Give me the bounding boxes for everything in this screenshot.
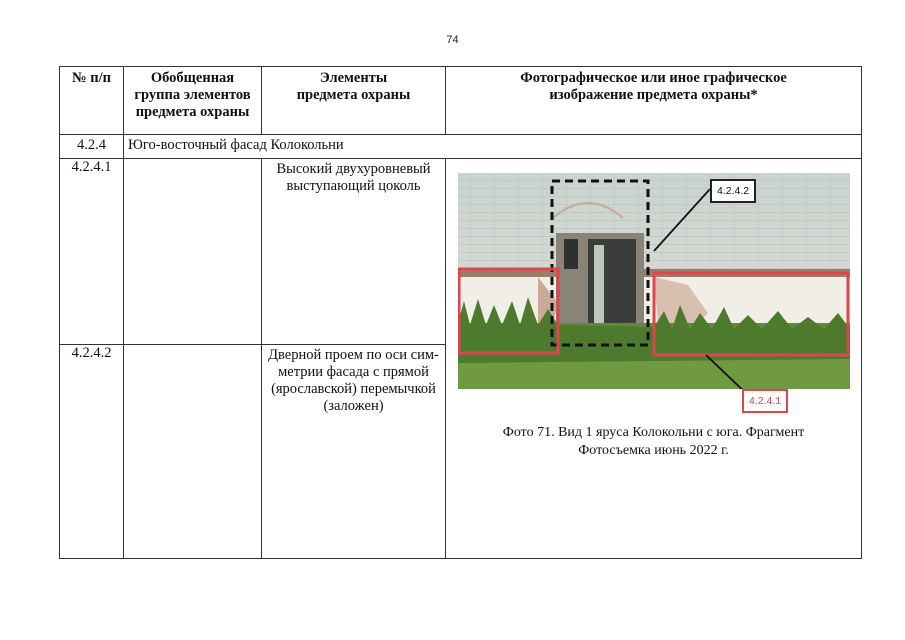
header-num: № п/п bbox=[60, 67, 124, 135]
table-header-row bbox=[60, 67, 862, 135]
row-element: Высокий двухуровневый выступающий цоколь bbox=[262, 159, 446, 345]
header-group: Обобщенная группа элементов предмета охраны bbox=[124, 67, 262, 135]
photo-caption bbox=[446, 424, 861, 460]
section-title: Юго-восточный фасад Колокольни bbox=[124, 135, 862, 159]
header-image: Фотографическое или иное графическое изображение предмета охраны* bbox=[446, 67, 862, 135]
row-group bbox=[124, 345, 262, 559]
page-number: 74 bbox=[446, 34, 459, 46]
doorway-callout-label: 4.2.4.2 bbox=[710, 179, 756, 203]
photo-caption-line1: Фото 71. Вид 1 яруса Колокольни с юга. Фрагмент bbox=[502, 425, 805, 440]
row-number: 4.2.4.1 bbox=[60, 159, 124, 345]
row-element: Дверной проем по оси сим-метрии фасада с прямой (ярославской) перемычкой (заложен) bbox=[262, 345, 446, 559]
section-number: 4.2.4 bbox=[60, 135, 124, 159]
row-number: 4.2.4.2 bbox=[60, 345, 124, 559]
photo-cell bbox=[446, 159, 862, 559]
header-elements: Элементы предмета охраны bbox=[262, 67, 446, 135]
heritage-elements-table bbox=[59, 66, 862, 559]
facade-photo bbox=[458, 173, 850, 389]
facade-photo-illustration bbox=[458, 173, 850, 389]
table-row bbox=[60, 159, 862, 345]
plinth-callout-label: 4.2.4.1 bbox=[742, 389, 788, 413]
row-group bbox=[124, 159, 262, 345]
section-row bbox=[60, 135, 862, 159]
photo-caption-line2: Фотосъемка июнь 2022 г. bbox=[578, 443, 729, 458]
